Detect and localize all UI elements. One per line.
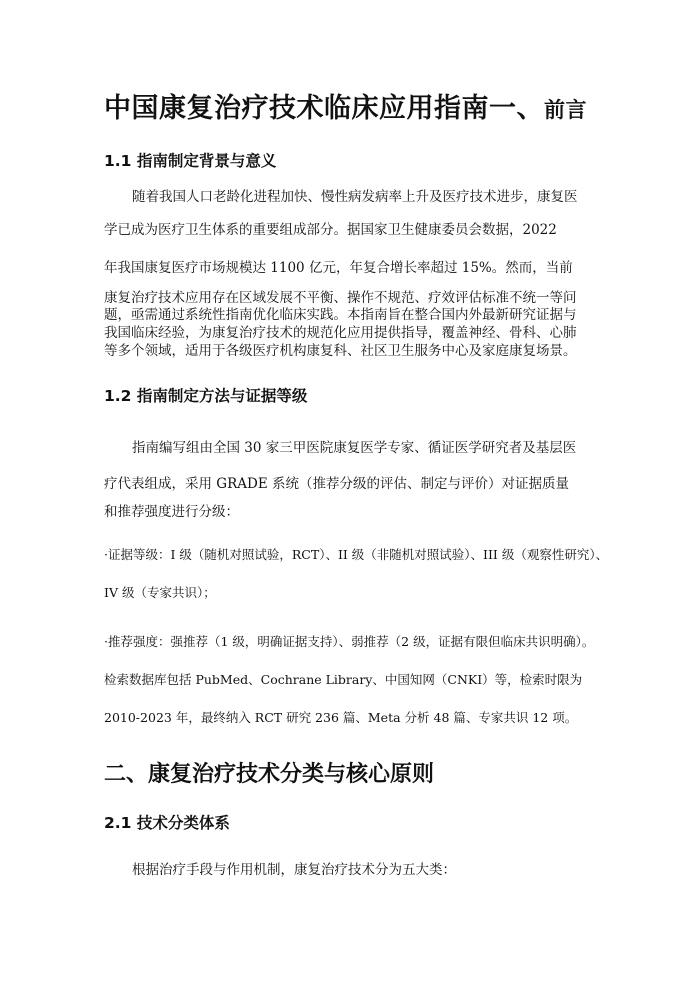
document-title-sub: 前言	[544, 98, 587, 122]
document-title	[104, 86, 587, 125]
paragraph-line: 题，亟需通过系统性指南优化临床实践。本指南旨在整合国内外最新研究证据与	[104, 307, 577, 323]
paragraph-line: 2010-2023 年，最终纳入 RCT 研究 236 篇、Meta 分析 48 篇、专家共识 12 项。	[104, 710, 578, 725]
paragraph-line: 等多个领域，适用于各级医疗机构康复科、社区卫生服务中心及家庭康复场景。	[104, 343, 577, 359]
paragraph-line: 学已成为医疗卫生体系的重要组成部分。据国家卫生健康委员会数据，2022	[104, 222, 557, 238]
paragraph-line: 我国临床经验，为康复治疗技术的规范化应用提供指导，覆盖神经、骨科、心肺	[104, 325, 577, 341]
list-item: ·推荐强度：强推荐（1 级，明确证据支持）、弱推荐（2 级，证据有限但临床共识明确）。	[104, 634, 595, 649]
paragraph-line: 随着我国人口老龄化进程加快、慢性病发病率上升及医疗技术进步，康复医	[132, 189, 578, 205]
paragraph-line: 指南编写组由全国 30 家三甲医院康复医学专家、循证医学研究者及基层医	[132, 440, 577, 456]
paragraph-line: 康复治疗技术应用存在区域发展不平衡、操作不规范、疗效评估标准不统一等问	[104, 290, 577, 306]
paragraph-line: 年我国康复医疗市场规模达 1100 亿元，年复合增长率超过 15%。然而，当前	[104, 260, 573, 276]
list-item: ·证据等级：I 级（随机对照试验，RCT）、II 级（非随机对照试验）、III 级（观察性研究）、	[104, 547, 609, 562]
section-2-1-heading: 2.1 技术分类体系	[104, 814, 230, 832]
section-1-1-heading: 1.1 指南制定背景与意义	[104, 152, 277, 170]
paragraph-line: 疗代表组成，采用 GRADE 系统（推荐分级的评估、制定与评价）对证据质量	[104, 476, 569, 492]
chapter-2-heading: 二、康复治疗技术分类与核心原则	[104, 762, 435, 787]
document-title-main: 中国康复治疗技术临床应用指南一、	[104, 93, 544, 124]
paragraph-line: 检索数据库包括 PubMed、Cochrane Library、中国知网（CNKI）等，检索时限为	[104, 672, 583, 687]
section-1-2-heading: 1.2 指南制定方法与证据等级	[104, 387, 308, 405]
paragraph-line: 根据治疗手段与作用机制，康复治疗技术分为五大类：	[132, 862, 456, 878]
list-item: IV 级（专家共识）；	[104, 585, 216, 600]
paragraph-line: 和推荐强度进行分级：	[104, 504, 239, 520]
